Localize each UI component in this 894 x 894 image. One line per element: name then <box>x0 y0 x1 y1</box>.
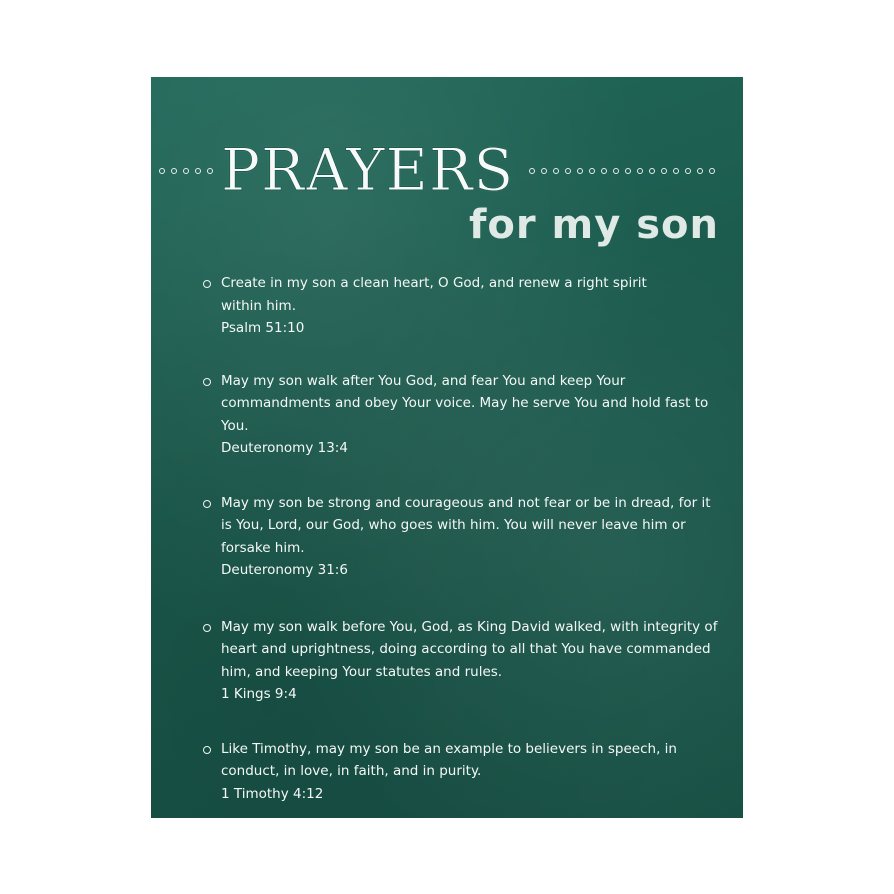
prayer-text: May my son walk before You, God, as King David walked, with integrity of heart and uprightness, doing according to all that You have commanded him, and keeping Your statutes and rules. <box>221 618 718 680</box>
poster-subtitle: for my son <box>469 202 719 248</box>
scripture-reference: 1 Timothy 4:12 <box>221 785 324 802</box>
prayer-text: May my son walk after You God, and fear You and keep Your commandments and obey Your voice. May he serve You and hold fast to You. <box>221 372 709 434</box>
decorative-dots-right <box>529 166 721 176</box>
poster-title: PRAYERS <box>221 136 515 204</box>
scripture-reference: Deuteronomy 31:6 <box>221 562 348 578</box>
prayer-text: May my son be strong and courageous and not fear or be in dread, for it is You, Lord, our God, who goes with him. You will never leave him or forsake him. <box>221 494 711 556</box>
scripture-reference: Psalm 51:10 <box>221 320 305 336</box>
circle-bullet-icon <box>203 378 211 386</box>
prayer-item <box>203 492 723 582</box>
circle-bullet-icon <box>203 280 211 288</box>
prayer-item <box>203 370 723 460</box>
decorative-dots-left <box>159 166 219 176</box>
circle-bullet-icon <box>203 746 211 754</box>
prayer-item <box>203 738 723 806</box>
prayer-item <box>203 616 723 706</box>
circle-bullet-icon <box>203 624 211 632</box>
title-row <box>151 137 743 207</box>
prayer-text: Create in my son a clean heart, O God, and renew a right spirit within him. <box>221 275 647 314</box>
circle-bullet-icon <box>203 500 211 508</box>
chalkboard-poster <box>151 77 743 818</box>
prayer-list <box>203 272 723 827</box>
scripture-reference: Deuteronomy 13:4 <box>221 440 348 456</box>
prayer-text: Like Timothy, may my son be an example to believers in speech, in conduct, in love, in faith, and in purity. <box>221 740 677 779</box>
scripture-reference: 1 Kings 9:4 <box>221 686 297 702</box>
prayer-item <box>203 272 723 340</box>
